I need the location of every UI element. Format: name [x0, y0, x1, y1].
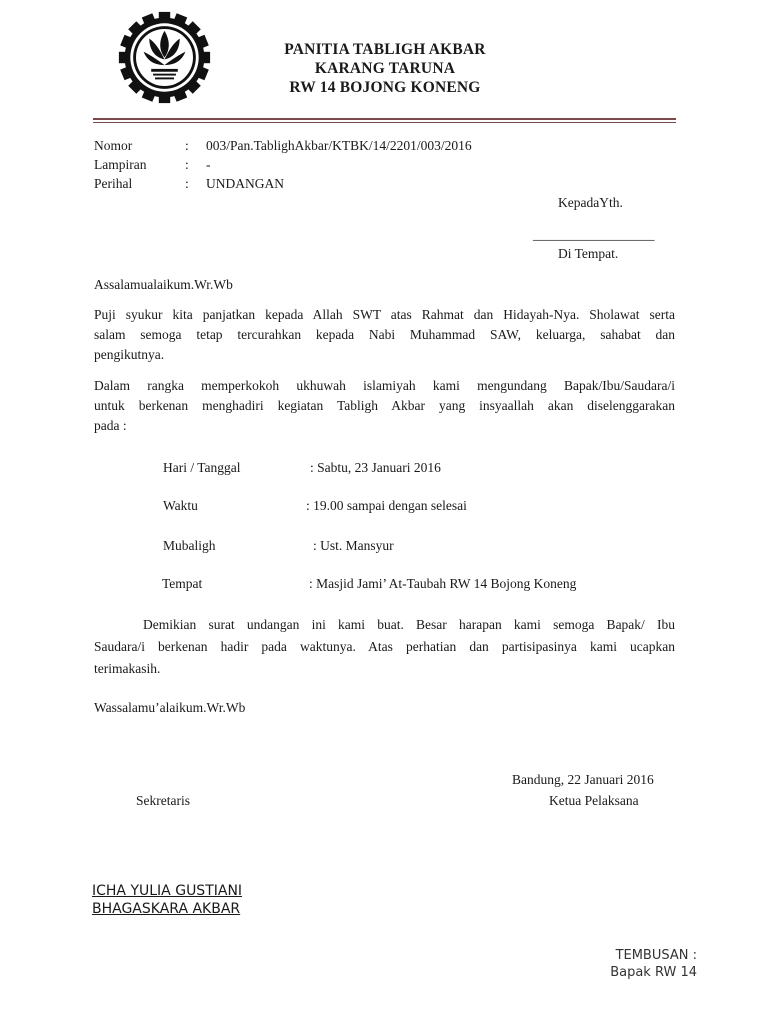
nomor-colon: : — [185, 138, 189, 153]
perihal-label: Perihal — [94, 176, 133, 191]
paragraph-3-line: Demikian surat undangan ini kami buat. Besar harapan kami semoga Bapak/ Ibu — [143, 617, 675, 632]
detail-value-tempat: : Masjid Jami’ At-Taubah RW 14 Bojong Koneng — [309, 576, 577, 591]
org-name-line1: PANITIA TABLIGH AKBAR — [284, 41, 486, 58]
detail-value-waktu: : 19.00 sampai dengan selesai — [306, 498, 467, 513]
lampiran-value: - — [206, 157, 211, 172]
lampiran-colon: : — [185, 157, 189, 172]
paragraph-1-line: pengikutnya. — [94, 347, 165, 362]
place-date: Bandung, 22 Januari 2016 — [512, 772, 654, 787]
closing-greeting: Wassalamu’alaikum.Wr.Wb — [94, 700, 246, 715]
perihal-colon: : — [185, 176, 189, 191]
detail-value-mubaligh: : Ust. Mansyur — [313, 538, 394, 553]
recipient-kepada: KepadaYth. — [558, 195, 623, 210]
secretary-title: Sekretaris — [136, 793, 190, 808]
nomor-label: Nomor — [94, 138, 133, 153]
recipient-tempat: Di Tempat. — [558, 246, 619, 261]
paragraph-3-line: terimakasih. — [94, 661, 161, 676]
paragraph-1-line: salam semoga tetap tercurahkan kepada Nabi Muhammad SAW, keluarga, sahabat dan — [94, 327, 675, 342]
detail-label-hari: Hari / Tanggal — [163, 460, 241, 475]
tembusan-label: TEMBUSAN : — [615, 948, 697, 963]
nomor-value: 003/Pan.TablighAkbar/KTBK/14/2201/003/2016 — [206, 138, 472, 153]
letterhead-rule-thick — [93, 118, 676, 120]
detail-value-hari: : Sabtu, 23 Januari 2016 — [310, 460, 441, 475]
paragraph-2 — [94, 376, 675, 436]
detail-label-waktu: Waktu — [163, 498, 198, 513]
chairman-title: Ketua Pelaksana — [549, 793, 639, 808]
lampiran-label: Lampiran — [94, 157, 147, 172]
detail-label-tempat: Tempat — [162, 576, 203, 591]
opening-greeting: Assalamualaikum.Wr.Wb — [94, 277, 233, 292]
org-name-line3: RW 14 BOJONG KONENG — [289, 79, 481, 96]
perihal-value: UNDANGAN — [206, 176, 284, 191]
org-name-line2: KARANG TARUNA — [314, 60, 456, 77]
detail-label-mubaligh: Mubaligh — [163, 538, 216, 553]
paragraph-1-line: Puji syukur kita panjatkan kepada Allah SWT atas Rahmat dan Hidayah-Nya. Sholawat serta — [94, 307, 675, 322]
paragraph-3-line: Saudara/i berkenan hadir pada waktunya. Atas perhatian dan partisipasinya kami ucapkan — [94, 639, 675, 654]
paragraph-1 — [94, 305, 675, 365]
secretary-name: ICHA YULIA GUSTIANI — [92, 883, 243, 899]
paragraph-2-line: untuk berkenan menghadiri kegiatan Tabligh Akbar yang insyaallah akan diselenggarakan — [94, 398, 675, 413]
tembusan-recipient: Bapak RW 14 — [610, 965, 697, 980]
chairman-name: BHAGASKARA AKBAR — [92, 901, 241, 917]
letterhead-rule-thin — [93, 122, 676, 123]
paragraph-2-line: Dalam rangka memperkokoh ukhuwah islamiyah kami mengundang Bapak/Ibu/Saudara/i — [94, 378, 675, 393]
paragraph-2-line: pada : — [94, 418, 127, 433]
paragraph-3 — [94, 614, 675, 680]
recipient-blank-line: __________________ — [533, 227, 655, 242]
organization-logo — [116, 10, 213, 105]
